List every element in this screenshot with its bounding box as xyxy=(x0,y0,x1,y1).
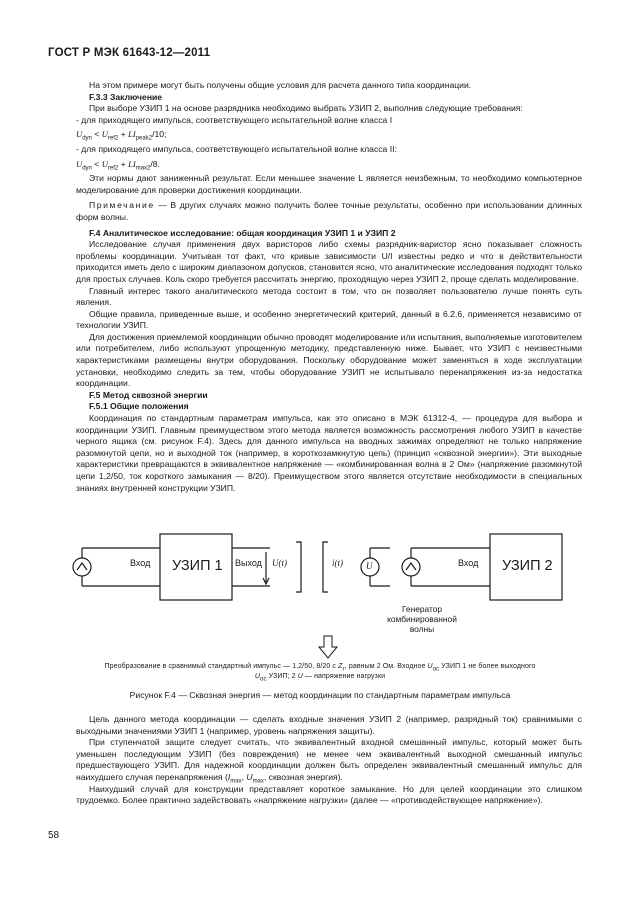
section-heading: F.5 Метод сквозной энергии xyxy=(89,389,208,400)
spd2-title: УЗИП 2 xyxy=(502,558,553,574)
paragraph: Главный интерес такого аналитического метода состоит в том, что он позволяет пользователю лучше понять суть явления. xyxy=(76,285,582,308)
paragraph: Для достижения приемлемой координации обычно проводят моделирование или испытания, выполняемые изготовителем или потребителем, либо используют упрощенную методику, представленную ниже. Бывает, что УЗИП с неизвестными характеристиками размещены внутри оборудования. Поскольку оборудование может заменяться в ходе эксплуатации установки, необходимо следить за тем, чтобы оборудование УЗИП не испытывало перенапряжения из-за недостатка координации. xyxy=(76,331,582,389)
paragraph: Цель данного метода координации — сделать входные значения УЗИП 2 (например, разрядный ток) сравнимыми с выходными значениями УЗИП 1 (например, уровень напряжения защиты). xyxy=(76,714,582,736)
paragraph: При выборе УЗИП 1 на основе разрядника необходимо выбрать УЗИП 2, выполнив следующие требования: xyxy=(89,103,523,114)
source-icon xyxy=(73,558,91,576)
i-t-label: i(t) xyxy=(332,558,343,568)
generator-label: Генератор комбинированной волны xyxy=(387,604,457,634)
paragraph: - для приходящего импульса, соответствующего испытательной волне класса II: xyxy=(76,143,397,154)
down-arrow-icon xyxy=(318,635,338,659)
formula-2: $U_{dyn} < U_{ref2} + LI_{max2}/8$. xyxy=(76,158,160,172)
figure-caption: Рисунок F.4 — Сквозная энергия — метод координации по стандартным параметрам импульса xyxy=(129,690,511,700)
paragraph: Эти нормы дают заниженный результат. Если меньшее значение L является неизбежным, то необходимо компьютерное моделирование для проверки достижения координации. xyxy=(76,173,582,195)
paragraph: - для приходящего импульса, соответствующего испытательной волне класса I xyxy=(76,114,393,125)
section-heading: F.3.3 Заключение xyxy=(89,91,163,102)
paragraph: При ступенчатой защите следует считать, что эквивалентный входной смешанный импульс, который может быть уменьшен последующим УЗИП (без повреждения) не менее чем эквивалентный выходной смешанный импульс предшествующего УЗИП. Для надежной координации должен быть определен эквивалентный смешанный импульс для наихудшего случая перенапряжения ($I_{max}$, $U_{max}$, сквозная энергия). xyxy=(76,737,582,785)
paragraph: Исследование случая применения двух варисторов либо схемы разрядник-варистор ясно показывает сложность проблемы координации. Учитывая тот факт, что кривые зависимости U/I известны редко и что в действительности приходится иметь дело с широким диапазоном допусков, становится ясно, что аналитические исследования подходят только для простых случаев. Коль скоро требуется рассчитать энергию, проходящую через УЗИП 2, проще сделать моделирование. xyxy=(76,239,582,284)
circuit-svg xyxy=(68,528,588,648)
u-t-label: U(t) xyxy=(272,558,287,568)
u-source-label: U xyxy=(366,561,373,571)
output-label-1: Выход xyxy=(235,558,262,568)
paragraph: Общие правила, приведенные выше, и особенно энергетический критерий, данный в 6.2.6, применяется независимо от технологии УЗИП. xyxy=(76,308,582,331)
generator-icon xyxy=(402,558,420,576)
paragraph: На этом примере могут быть получены общие условия для расчета данного типа координации. xyxy=(89,80,472,90)
figure-legend xyxy=(60,662,580,682)
section-heading: F.4 Аналитическое исследование: общая координация УЗИП 1 и УЗИП 2 xyxy=(89,227,396,238)
section-heading: F.5.1 Общие положения xyxy=(89,401,189,412)
source-wave xyxy=(77,563,87,570)
legend-line-2: $U_{ос}$ УЗИП; 2 U — напряжение нагрузки xyxy=(254,673,386,683)
legend-line-1: Преобразование в сравнимый стандартный импульс — 1,2/50, 8/20 с $Z_г$, равным 2 Ом. Входное $U_{ос}$ УЗИП 1 не более выходного xyxy=(104,663,536,673)
paragraph: Координация по стандартным параметрам импульса, как это описано в МЭК 61312-4, — процедура для выбора и координации УЗИП. Главным преимуществом этого метода является возможность рассмотрения любого УЗИП в качестве черного ящика (см. рисунок F.4). Здесь для данного импульса на вводных зажимах определяют не только напряжение разомкнутой цепи, но и выходной ток (например, в короткозамкнутую цепь) (принцип «сквозной энергии»). Эти выходные характеристики превращаются в эквивалентное напряжение — «комбинированная волна в 2 Ом» (напряжение разомкнутой цепи 1,2/50, ток короткого замыкания — 8/20). Преимуществом этого является отсутствие необходимости в специальных знаниях внутренней конструкции УЗИП. xyxy=(76,413,582,493)
document-header: ГОСТ Р МЭК 61643-12—2011 xyxy=(48,47,211,59)
paragraph: Наихудший случай для конструкции представляет короткое замыкание. Но для целей координации это слишком трудоемко. Более практично задействовать «напряжение нагрузки» (далее — «противодействующее напряжение»). xyxy=(76,783,582,806)
spd1-title: УЗИП 1 xyxy=(172,558,223,574)
body-text-bottom xyxy=(76,714,582,807)
note-label: Примечание xyxy=(89,200,155,211)
body-text-top xyxy=(76,80,582,494)
note xyxy=(76,200,582,223)
page-number: 58 xyxy=(48,830,60,841)
input-label-1: Вход xyxy=(130,558,151,568)
figure-diagram xyxy=(68,528,588,648)
input-label-2: Вход xyxy=(458,558,479,568)
note-text: — В других случаях можно получить более точные результаты, особенно при использовании длинных форм волны. xyxy=(76,200,582,222)
formula-1: $U_{dyn} < U_{ref2} + LI_{peak2}/10$; xyxy=(76,129,167,143)
